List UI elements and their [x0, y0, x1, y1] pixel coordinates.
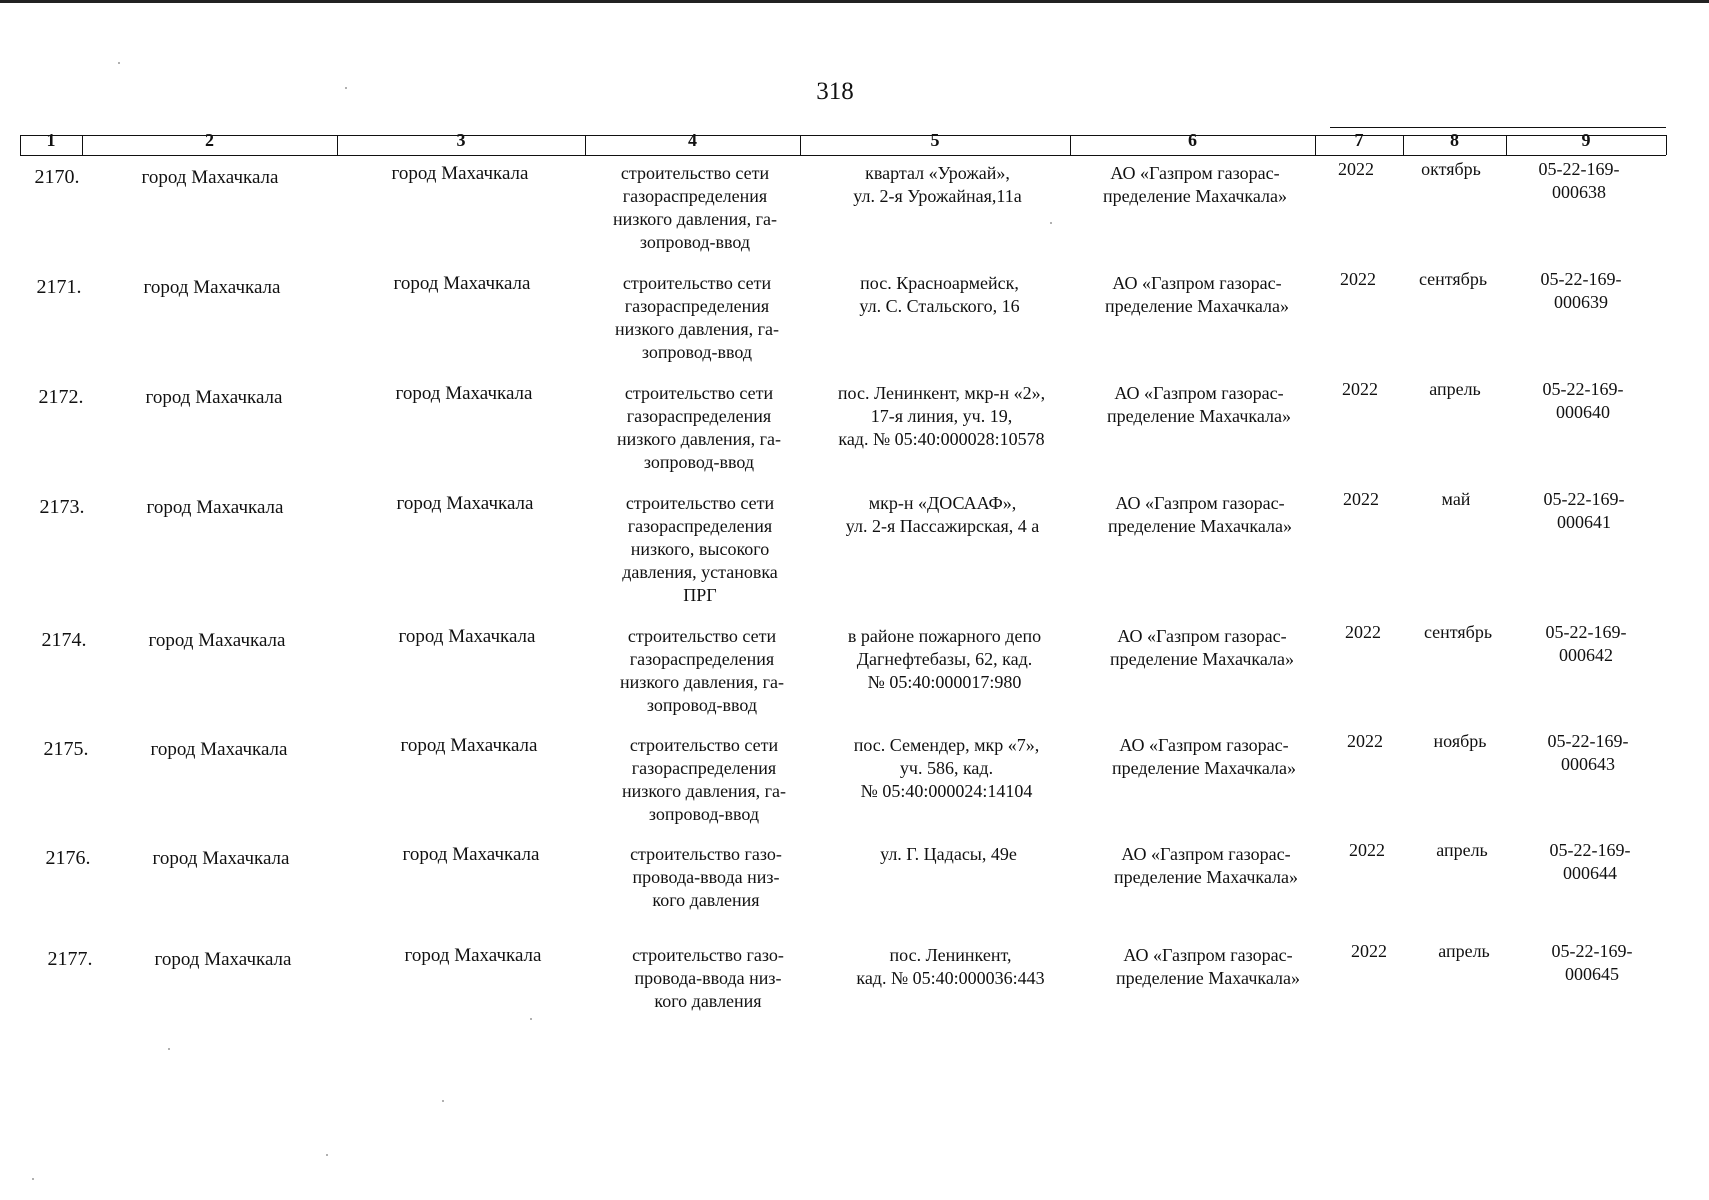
work-description-cell-line: газораспределения	[627, 516, 773, 536]
address-cell-line: пос. Ленинкент, мкр-н «2»,	[837, 383, 1046, 403]
settlement-cell: город Махачкала	[404, 945, 542, 966]
address-cell-line: пос. Семендер, мкр «7»,	[853, 735, 1040, 755]
work-description-cell-line: строительство сети	[624, 383, 774, 403]
work-description-cell-line: строительство сети	[620, 163, 770, 183]
work-description-cell-line: низкого давления, га-	[615, 319, 779, 339]
organization-cell	[1075, 492, 1325, 538]
permit-code-cell-line: 000638	[1552, 182, 1606, 202]
address-cell	[805, 162, 1070, 208]
organization-cell	[1070, 162, 1320, 208]
organization-cell	[1077, 625, 1327, 671]
work-description-cell-line: газораспределения	[629, 649, 775, 669]
work-description-cell-line: зопровод-ввод	[639, 232, 751, 252]
permit-code-cell-line: 05-22-169-	[1538, 159, 1620, 179]
work-description-cell-line: кого давления	[654, 991, 762, 1011]
permit-code-cell-line: 05-22-169-	[1545, 622, 1627, 642]
municipality-cell: город Махачкала	[141, 167, 279, 188]
year-cell: 2022	[1345, 622, 1381, 642]
month-cell: ноябрь	[1433, 731, 1487, 751]
permit-code-cell-line: 000640	[1556, 402, 1610, 422]
address-cell-line: ул. Г. Цадасы, 49е	[880, 844, 1017, 864]
settlement-cell: город Махачкала	[400, 735, 538, 756]
permit-code-cell-line: 05-22-169-	[1551, 941, 1633, 961]
row-number: 2170.	[34, 166, 80, 188]
municipality-cell: город Махачкала	[154, 949, 292, 970]
address-cell-line: Дагнефтебазы, 62, кад.	[856, 649, 1033, 669]
settlement-cell: город Махачкала	[395, 383, 533, 404]
permit-code-cell-line: 05-22-169-	[1549, 840, 1631, 860]
month-cell: апрель	[1436, 840, 1488, 860]
month-cell: сентябрь	[1418, 269, 1488, 289]
address-cell-line: 17-я линия, уч. 19,	[870, 406, 1013, 426]
address-cell-line: кад. № 05:40:000036:443	[856, 968, 1045, 988]
organization-cell	[1083, 944, 1333, 990]
organization-cell-line: пределение Махачкала»	[1114, 867, 1298, 887]
organization-cell-line: пределение Махачкала»	[1103, 186, 1287, 206]
work-description-cell	[597, 625, 807, 717]
column-header-3: 3	[456, 130, 466, 150]
scan-speck	[442, 1100, 444, 1102]
permit-code-cell	[1517, 940, 1667, 986]
settlement-cell: город Махачкала	[402, 844, 540, 865]
address-cell	[809, 382, 1074, 451]
address-cell-line: пос. Красноармейск,	[860, 273, 1019, 293]
scan-speck	[118, 62, 120, 64]
address-cell-line: ул. 2-я Пассажирская, 4 а	[845, 516, 1040, 536]
address-cell-line: уч. 586, кад.	[899, 758, 994, 778]
work-description-cell-line: строительство газо-	[632, 945, 784, 965]
work-description-cell-line: ПРГ	[683, 585, 717, 605]
municipality-cell: город Махачкала	[143, 277, 281, 298]
work-description-cell	[599, 734, 809, 826]
row-number: 2174.	[41, 629, 87, 651]
top-border	[0, 0, 1709, 3]
permit-code-cell-line: 05-22-169-	[1540, 269, 1622, 289]
organization-cell-line: АО «Газпром газорас-	[1123, 945, 1293, 965]
address-cell	[814, 734, 1079, 803]
organization-cell-line: АО «Газпром газорас-	[1114, 383, 1284, 403]
scan-speck	[530, 1018, 532, 1020]
row-number: 2172.	[38, 386, 84, 408]
address-cell-line: мкр-н «ДОСААФ»,	[868, 493, 1017, 513]
address-cell	[816, 843, 1081, 866]
year-cell: 2022	[1347, 731, 1383, 751]
month-cell: апрель	[1438, 941, 1490, 961]
header-column-rule	[1666, 135, 1667, 155]
organization-cell-line: АО «Газпром газорас-	[1119, 735, 1289, 755]
address-cell-line: пос. Ленинкент,	[889, 945, 1012, 965]
permit-code-cell	[1513, 730, 1663, 776]
municipality-cell: город Махачкала	[150, 739, 288, 760]
year-cell: 2022	[1338, 159, 1374, 179]
year-cell: 2022	[1351, 941, 1387, 961]
permit-code-cell-line: 05-22-169-	[1542, 379, 1624, 399]
organization-cell-line: АО «Газпром газорас-	[1112, 273, 1282, 293]
permit-code-cell-line: 000644	[1563, 863, 1617, 883]
work-description-cell-line: низкого давления, га-	[622, 781, 786, 801]
year-cell: 2022	[1349, 840, 1385, 860]
work-description-cell	[592, 272, 802, 364]
work-description-cell-line: зопровод-ввод	[643, 452, 755, 472]
organization-cell-line: пределение Махачкала»	[1110, 649, 1294, 669]
address-cell	[810, 492, 1075, 538]
work-description-cell	[603, 944, 813, 1013]
work-description-cell-line: низкого, высокого	[630, 539, 770, 559]
column-header-2: 2	[205, 130, 214, 150]
organization-cell-line: пределение Махачкала»	[1112, 758, 1296, 778]
organization-cell-line: пределение Махачкала»	[1108, 516, 1292, 536]
organization-cell-line: пределение Махачкала»	[1107, 406, 1291, 426]
work-description-cell-line: строительство газо-	[630, 844, 782, 864]
work-description-cell-line: зопровод-ввод	[641, 342, 753, 362]
scan-speck	[32, 1178, 34, 1180]
address-cell-line: в районе пожарного депо	[847, 626, 1042, 646]
permit-code-cell	[1511, 621, 1661, 667]
work-description-cell-line: давления, установка	[622, 562, 778, 582]
organization-cell-line: АО «Газпром газорас-	[1117, 626, 1287, 646]
work-description-cell-line: кого давления	[652, 890, 760, 910]
month-cell: октябрь	[1421, 159, 1481, 179]
address-cell-line: ул. С. Стальского, 16	[859, 296, 1020, 316]
row-number: 2177.	[47, 948, 93, 970]
organization-cell-line: пределение Махачкала»	[1105, 296, 1289, 316]
settlement-cell: город Махачкала	[393, 273, 531, 294]
year-cell: 2022	[1343, 489, 1379, 509]
permit-code-cell	[1506, 268, 1656, 314]
organization-cell-line: АО «Газпром газорас-	[1115, 493, 1285, 513]
work-description-cell-line: строительство сети	[627, 626, 777, 646]
address-cell	[812, 625, 1077, 694]
permit-code-cell-line: 000639	[1554, 292, 1608, 312]
permit-code-cell	[1504, 158, 1654, 204]
address-cell-line: № 05:40:000024:14104	[860, 781, 1033, 801]
work-description-cell-line: строительство сети	[625, 493, 775, 513]
work-description-cell-line: провода-ввода низ-	[634, 968, 782, 988]
permit-code-cell-line: 000645	[1565, 964, 1619, 984]
municipality-cell: город Махачкала	[145, 387, 283, 408]
work-description-cell-line: строительство сети	[629, 735, 779, 755]
row-number: 2173.	[39, 496, 85, 518]
row-number: 2176.	[45, 847, 91, 869]
settlement-cell: город Махачкала	[396, 493, 534, 514]
permit-code-cell-line: 05-22-169-	[1543, 489, 1625, 509]
address-cell-line: ул. 2-я Урожайная,11а	[853, 186, 1022, 206]
scan-speck	[168, 1048, 170, 1050]
header-bottom-rule	[20, 155, 1666, 156]
row-number: 2175.	[43, 738, 89, 760]
address-cell-line: № 05:40:000017:980	[867, 672, 1022, 692]
organization-cell	[1079, 734, 1329, 780]
organization-cell	[1074, 382, 1324, 428]
column-header-6: 6	[1188, 130, 1197, 150]
work-description-cell	[594, 382, 804, 474]
permit-code-cell	[1515, 839, 1665, 885]
permit-code-cell-line: 000641	[1557, 512, 1611, 532]
year-cell: 2022	[1342, 379, 1378, 399]
organization-cell-line: пределение Махачкала»	[1116, 968, 1300, 988]
municipality-cell: город Махачкала	[148, 630, 286, 651]
scan-speck	[1050, 222, 1052, 224]
work-description-cell-line: газораспределения	[624, 296, 770, 316]
work-description-cell-line: газораспределения	[631, 758, 777, 778]
work-description-cell-line: низкого давления, га-	[620, 672, 784, 692]
settlement-cell: город Махачкала	[391, 163, 529, 184]
settlement-cell: город Махачкала	[398, 626, 536, 647]
month-cell: апрель	[1429, 379, 1481, 399]
address-cell-line: кад. № 05:40:000028:10578	[838, 429, 1045, 449]
permit-code-cell	[1509, 488, 1659, 534]
organization-cell-line: АО «Газпром газорас-	[1121, 844, 1291, 864]
row-number: 2171.	[36, 276, 82, 298]
header-over-rule	[1330, 127, 1666, 128]
work-description-cell-line: газораспределения	[622, 186, 768, 206]
column-header-4: 4	[688, 130, 697, 150]
permit-code-cell-line: 000642	[1559, 645, 1613, 665]
year-cell: 2022	[1340, 269, 1376, 289]
municipality-cell: город Махачкала	[152, 848, 290, 869]
organization-cell-line: АО «Газпром газорас-	[1110, 163, 1280, 183]
scan-speck	[345, 87, 347, 89]
column-header-7: 7	[1354, 130, 1364, 150]
column-header-5: 5	[930, 130, 940, 150]
scan-speck	[326, 1154, 328, 1156]
permit-code-cell	[1508, 378, 1658, 424]
column-header-1: 1	[46, 130, 56, 150]
work-description-cell-line: зопровод-ввод	[646, 695, 758, 715]
work-description-cell	[595, 492, 805, 607]
address-cell	[818, 944, 1083, 990]
permit-code-cell-line: 000643	[1561, 754, 1615, 774]
work-description-cell	[590, 162, 800, 254]
organization-cell	[1081, 843, 1331, 889]
work-description-cell	[601, 843, 811, 912]
month-cell: май	[1441, 489, 1471, 509]
address-cell-line: квартал «Урожай»,	[865, 163, 1010, 183]
month-cell: сентябрь	[1423, 622, 1493, 642]
work-description-cell-line: газораспределения	[626, 406, 772, 426]
work-description-cell-line: провода-ввода низ-	[632, 867, 780, 887]
municipality-cell: город Махачкала	[146, 497, 284, 518]
work-description-cell-line: низкого давления, га-	[613, 209, 777, 229]
address-cell	[807, 272, 1072, 318]
work-description-cell-line: строительство сети	[622, 273, 772, 293]
column-header-9: 9	[1581, 130, 1591, 150]
work-description-cell-line: низкого давления, га-	[617, 429, 781, 449]
page-number: 318	[816, 78, 854, 105]
permit-code-cell-line: 05-22-169-	[1547, 731, 1629, 751]
work-description-cell-line: зопровод-ввод	[648, 804, 760, 824]
column-header-8: 8	[1450, 130, 1459, 150]
organization-cell	[1072, 272, 1322, 318]
